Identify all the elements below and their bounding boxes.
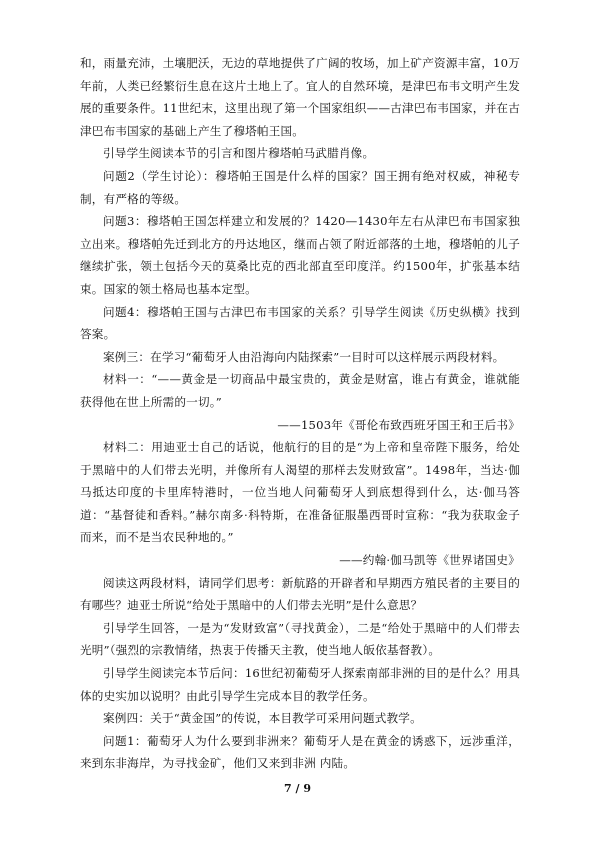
paragraph-guide-reading: 引导学生阅读本节的引言和图片穆塔帕马武腊肖像。 bbox=[103, 146, 375, 161]
paragraph-answer-guide: 引导学生回答，一是为“发财致富”（寻找黄金），二是“给处于黑暗中的人们带去光明”（强烈的宗教情绪，热衷于传播天主教，使当地人皈依基督教）。 bbox=[80, 620, 520, 658]
paragraph-case-3: 案例三：在学习“葡萄牙人由沿海向内陆探索”一目时可以这样展示两段材料。 bbox=[103, 349, 505, 364]
paragraph-case-4: 案例四：关于“黄金国”的传说，本目教学可采用问题式教学。 bbox=[103, 711, 422, 726]
paragraph-question-2: 问题2（学生讨论）：穆塔帕王国是什么样的国家？国王拥有绝对权威，神秘专制，有严格的等级。 bbox=[80, 168, 520, 206]
paragraph-followup-question: 引导学生阅读完本节后问：16世纪初葡萄牙人探索南部非洲的目的是什么？用具体的史实加以说明？由此引导学生完成本目的教学任务。 bbox=[80, 666, 520, 703]
paragraph-question-1: 问题1：葡萄牙人为什么要到非洲来？葡萄牙人是在黄金的诱惑下，远涉重洋，来到东非海岸，为寻找金矿，他们又来到非洲 内陆。 bbox=[80, 733, 520, 771]
paragraph-continued-intro: 和，雨量充沛，土壤肥沃，无边的草地提供了广阔的牧场，加上矿产资源丰富，10万年前，人类已经繁衍生息在这片土地上了。宜人的自然环境，是津巴布韦文明产生发展的重要条件。11世纪末，这里出现了第一个国家组织——古津巴布韦国家，并在古津巴布韦国家的基础上产生了穆塔帕王国。 bbox=[80, 56, 520, 138]
paragraph-question-4: 问题4：穆塔帕王国与古津巴布韦国家的关系？引导学生阅读《历史纵横》找到答案。 bbox=[80, 304, 520, 342]
paragraph-material-2: 材料二：用迪亚士自己的话说，他航行的目的是“为上帝和皇帝陛下服务，给处于黑暗中的人们带去光明，并像所有人渴望的那样去发财致富”。1498年，当达·伽马抵达印度的卡里库特港时，一位当地人问葡萄牙人到底想得到什么，达·伽马答道：“基督徒和香料。”赫尔南多·科特斯，在准备征服墨西哥时宣称：“我为获取金子而来，而不是当农民种地的。” bbox=[80, 440, 520, 545]
paragraph-reading-question: 阅读这两段材料，请同学们思考：新航路的开辟者和早期西方殖民者的主要目的有哪些？迪亚士所说“给处于黑暗中的人们带去光明”是什么意思？ bbox=[80, 575, 520, 613]
paragraph-material-1: 材料一：“——黄金是一切商品中最宝贵的，黄金是财富，谁占有黄金，谁就能获得他在世上所需的一切。” bbox=[80, 372, 520, 409]
citation-material-1: ——1503年《哥伦布致西班牙国王和王后书》 bbox=[277, 417, 520, 432]
paragraph-question-3: 问题3：穆塔帕王国怎样建立和发展的？1420—1430年左右从津巴布韦国家独立出来。穆塔帕先迁到北方的丹达地区，继而占领了附近部落的土地，穆塔帕的儿子继续扩张，领土包括今天的莫桑比克的西北部直至印度洋。约1500年，扩张基本结束。国家的领土格局也基本定型。 bbox=[80, 214, 520, 296]
citation-material-2: ——约翰·伽马凯等《世界诸国史》 bbox=[339, 553, 520, 568]
page-number: 7 / 9 bbox=[284, 782, 311, 795]
